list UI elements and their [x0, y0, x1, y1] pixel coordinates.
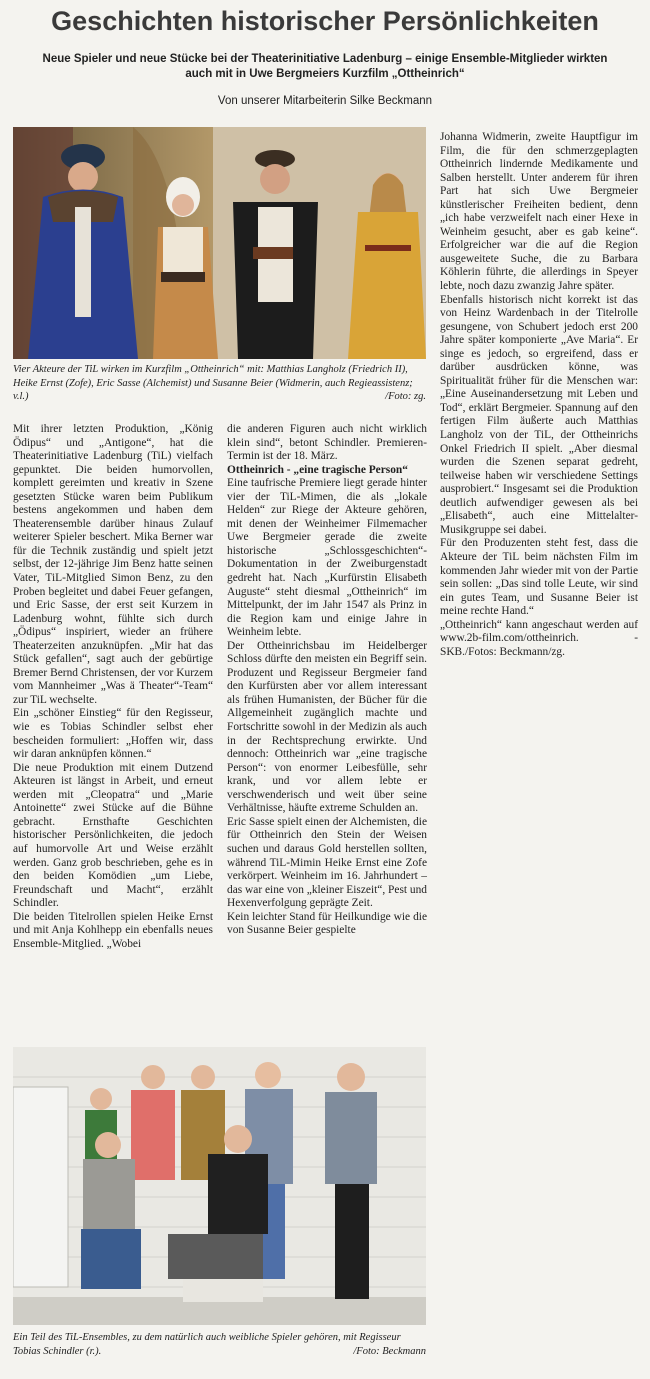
subheadline: Neue Spieler und neue Stücke bei der Theaterinitiative Ladenburg – einige Ensemble-Mitglieder wirkten auch mit in Uwe Bergmeiers Kurzfilm „Ottheinrich“ [42, 53, 608, 80]
caption-text: Vier Akteure der TiL wirken im Kurzfilm „Ottheinrich“ mit: Matthias Langholz (Friedrich II), Heike Ernst (Zofe), Eric Sasse (Alchemist) und Susanne Beier (Widmerin, auch Regieassistenz; v.l.) [13, 364, 413, 403]
paragraph: Ebenfalls historisch nicht korrekt ist das von Heinz Wardenbach in der Titelrolle gesungene, von Schubert jedoch erst 200 Jahre später komponierte „Ave Maria“. Er singe es jedoch, so ergreifend, dass er darüber ausdrücken könne, was Spiritualität früher für die Menschen war: „Eine Auseinandersetzung mit Leben und Tod“, erklärt Bergmeier. Spannung auf den fertigen Film äußerte auch Matthias Langholz von der TiL, der Ottheinrichs Onkel Friedrich II spielt. „Aber diesmal wurden die Szenen separat gedreht, teilweise haben wir verschiedene Settings ausprobiert.“ Insgesamt sei die Produktion deutlich aufwendiger gewesen als bei „Elisabeth“, auch eine Mittelalter-Musikgruppe sei dabei. [440, 293, 638, 536]
paragraph: Johanna Widmerin, zweite Hauptfigur im Film, die für den schmerzgeplagten Ottheinrich lindernde Medikamente und Salben herstellt. Unter anderem für ihren Part hat sich Uwe Bergmeier künstlerischer Freiheiten bedient, denn „ich habe verzweifelt nach einer Hexe in Weinheim gesucht, aber es gab keine“. Erfolgreicher war die auf die Region ausgeweitete Suche, die zu Barbara Köhlerin führte, die allerdings in Speyer lebte, noch dazu zwanzig Jahre später. [440, 131, 638, 293]
paragraph: Mit ihrer letzten Produktion, „König Ödipus“ und „Antigone“, hat die Theaterinitiative Ladenburg (TiL) vielfach gepunktet. Die beiden humorvollen, komplett gereimten und kreativ in Szene gesetzten Stücke waren beim Publikum bestens angekommen und haben dem Theaterensemble darüber hinaus Zulauf weiterer Spieler beschert. Mika Berner war für die Technik zuständig und spielt jetzt selbst, der 12-jährige Jim Benz hatte seinen Vater, TiL-Mitglied Simon Benz, zu den Proben begleitet und dabei Feuer gefangen, und Eric Sasse, der erst seit Kurzem in Ladenburg wohnt, fühlte sich durch „Ödipus“ inspiriert, wieder an frühere Theaterzeiten anzuknüpfen. „Mir hat das Stück gefallen“, sagt auch der gebürtige Bremer Bernd Christensen, der vor Kurzem vom Mannheimer „Was ä Theater“-Team“ zur TiL wechselte. [13, 423, 213, 706]
photo-credit: /Foto: zg. [385, 391, 426, 403]
photo-caption-film-actors [13, 363, 426, 404]
paragraph: die anderen Figuren auch nicht wirklich klein sind“, betont Schindler. Premieren-Termin ist der 18. März. [227, 423, 427, 463]
article-column-1 [13, 423, 213, 951]
paragraph: Eric Sasse spielt einen der Alchemisten, die für Ottheinrich den Stein der Weisen suchen und daraus Gold herstellen sollten, während TiL-Mimin Heike Ernst eine Zofe verkörpert. Weinheim im 16. Jahrhundert – das war eine von „kleiner Eiszeit“, Pest und Hexenverfolgung geprägte Zeit. [227, 815, 427, 910]
photo-ensemble [13, 1047, 426, 1325]
paragraph: Die beiden Titelrollen spielen Heike Ernst und mit Anja Kohlhepp ein ebenfalls neues Ensemble-Mitglied. „Wobei [13, 910, 213, 950]
section-subtitle: Ottheinrich - „eine tragische Person“ [227, 463, 408, 476]
paragraph: Die neue Produktion mit einem Dutzend Akteuren ist längst in Arbeit, und erneut werden mit „Cleopatra“ und „Marie Antoinette“ zwei Stücke auf die Bühne gebracht. Ernsthafte Geschichten historischer Persönlichkeiten, die jedoch auf humorvolle Art und Weise erzählt werden. Ganz grob beschrieben, gehe es in den beiden Komödien „um Liebe, Freundschaft und Macht“, erzählt Schindler. [13, 761, 213, 910]
caption-text: Ein Teil des TiL-Ensembles, zu dem natürlich auch weibliche Spieler gehören, mit Regisseur Tobias Schindler (r.). [13, 1332, 401, 1357]
article-column-2 [227, 423, 427, 938]
byline: Von unserer Mitarbeiterin Silke Beckmann [217, 95, 433, 107]
headline: Geschichten historischer Persönlichkeiten [51, 6, 599, 36]
paragraph: Ein „schöner Einstieg“ für den Regisseur, wie es Tobias Schindler selbst eher bescheiden formuliert: „Hoffen wir, dass wir daran anknüpfen können.“ [13, 707, 213, 761]
paragraph: Für den Produzenten steht fest, dass die Akteure der TiL beim nächsten Film im kommenden Jahr wieder mit von der Partie sein sollen: „Das sind tolle Leute, wir sind ein gutes Team, und Susanne Beier ist meine rechte Hand.“ [440, 537, 638, 618]
photo-caption-ensemble [13, 1331, 426, 1358]
photo-film-actors [13, 127, 426, 359]
article-column-3 [440, 131, 638, 659]
photo-credit: /Foto: Beckmann [353, 1345, 426, 1357]
paragraph: „Ottheinrich“ kann angeschaut werden auf www.2b-film.com/ottheinrich. -SKB./Fotos: Beckmann/zg. [440, 618, 638, 658]
paragraph: Kein leichter Stand für Heilkundige wie die von Susanne Beier gespielte [227, 910, 427, 937]
paragraph: Eine taufrische Premiere liegt gerade hinter vier der TiL-Mimen, die als „lokale Helden“ zur Riege der Akteure gehören, mit denen der Weinheimer Filmemacher Uwe Bergmeier gerade die zweite historische „Schlossgeschichten“-Dokumentation in der Zweiburgenstadt gedreht hat. Nach „Kurfürstin Elisabeth Auguste“ steht diesmal „Ottheinrich“ im Mittelpunkt, der im Jahr 1547 als Prinz in die Region kam und einige Jahre in Weinheim lebte. [227, 477, 427, 639]
paragraph: Der Ottheinrichsbau im Heidelberger Schloss dürfte den meisten ein Begriff sein. Produzent und Regisseur Bergmeier fand den Kurfürsten aber vor allem interessant als frühen Humanisten, der Bücher für die Allgemeinheit zugänglich machte und Fortschritte sowohl in der Medizin als auch in der Rechtsprechung erwirkte. Und dennoch: Ottheinrich war „eine tragische Person“: von enormer Leibesfülle, sehr krank, und vor allem lebte er verschwenderisch und weit über seine Verhältnisse, häufte extreme Schulden an. [227, 639, 427, 815]
